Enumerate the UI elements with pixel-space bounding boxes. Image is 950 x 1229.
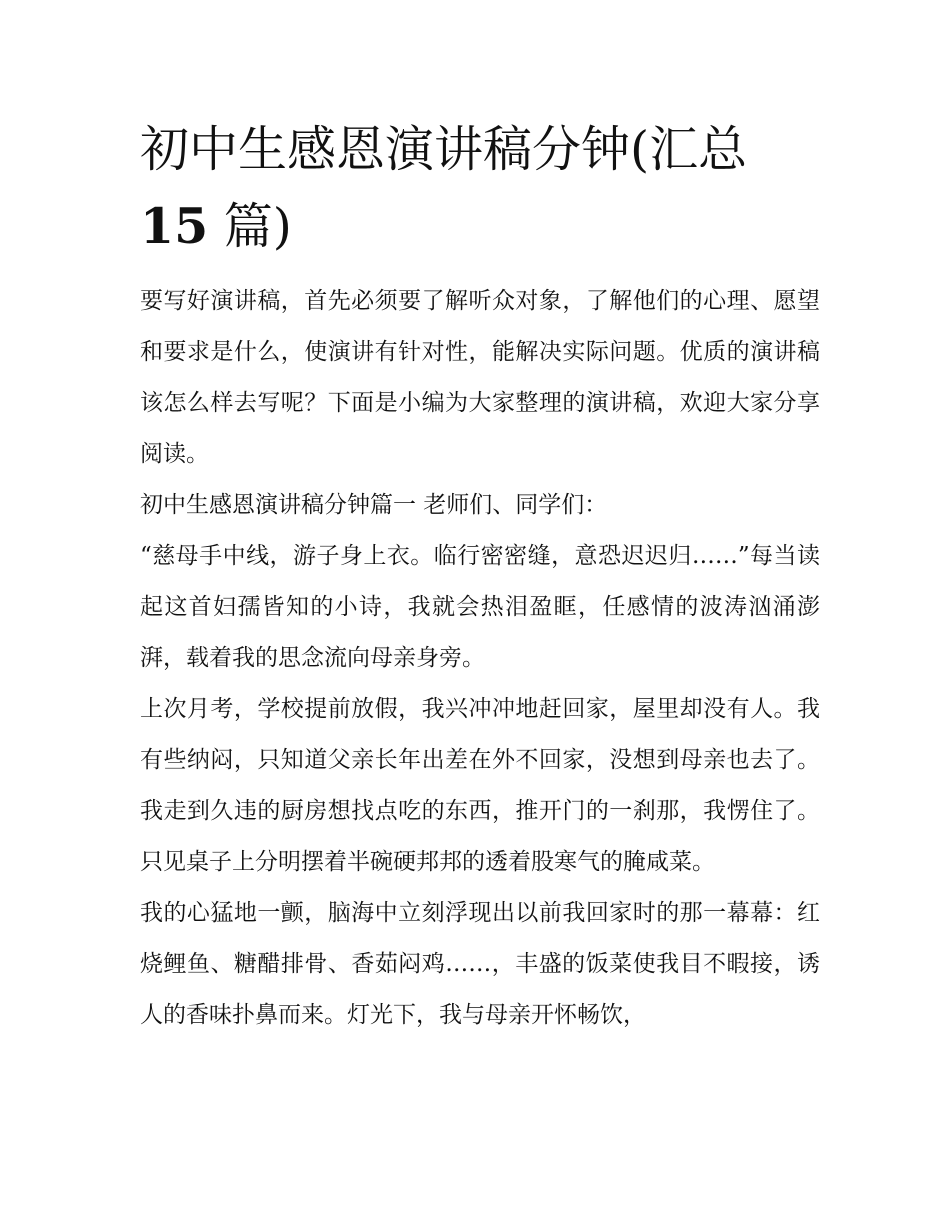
paragraph-story-1: 上次月考，学校提前放假，我兴冲冲地赶回家，屋里却没有人。我有些纳闷，只知道父亲长年出差在外不回家，没想到母亲也去了。我走到久违的厨房想找点吃的东西，推开门的一刹那，我愣住了。只见桌子上分明摆着半碗硬邦邦的透着股寒气的腌咸菜。 [140, 696, 820, 875]
paragraph-story-2: 我的心猛地一颤，脑海中立刻浮现出以前我回家时的那一幕幕：红烧鲤鱼、糖醋排骨、香茹闷鸡……，丰盛的饭菜使我目不暇接，诱人的香味扑鼻而来。灯光下，我与母亲开怀畅饮， [140, 900, 820, 1028]
paragraph-heading-1: 初中生感恩演讲稿分钟篇一 老师们、同学们： [140, 492, 608, 518]
paragraph-intro: 要写好演讲稿，首先必须要了解听众对象，了解他们的心理、愿望和要求是什么，使演讲有针对性，能解决实际问题。优质的演讲稿该怎么样去写呢？下面是小编为大家整理的演讲稿，欢迎大家分享阅读。 [140, 288, 820, 467]
document-body [140, 276, 820, 1041]
title-number: 15 [140, 197, 209, 255]
document-title [140, 112, 820, 265]
title-suffix: 篇) [208, 198, 292, 255]
title-line1: 初中生感恩演讲稿分钟(汇总 [140, 121, 748, 178]
paragraph-poem: “慈母手中线，游子身上衣。临行密密缝，意恐迟迟归……”每当读起这首妇孺皆知的小诗，我就会热泪盈眶，任感情的波涛汹涌澎湃，载着我的思念流向母亲身旁。 [140, 543, 820, 671]
